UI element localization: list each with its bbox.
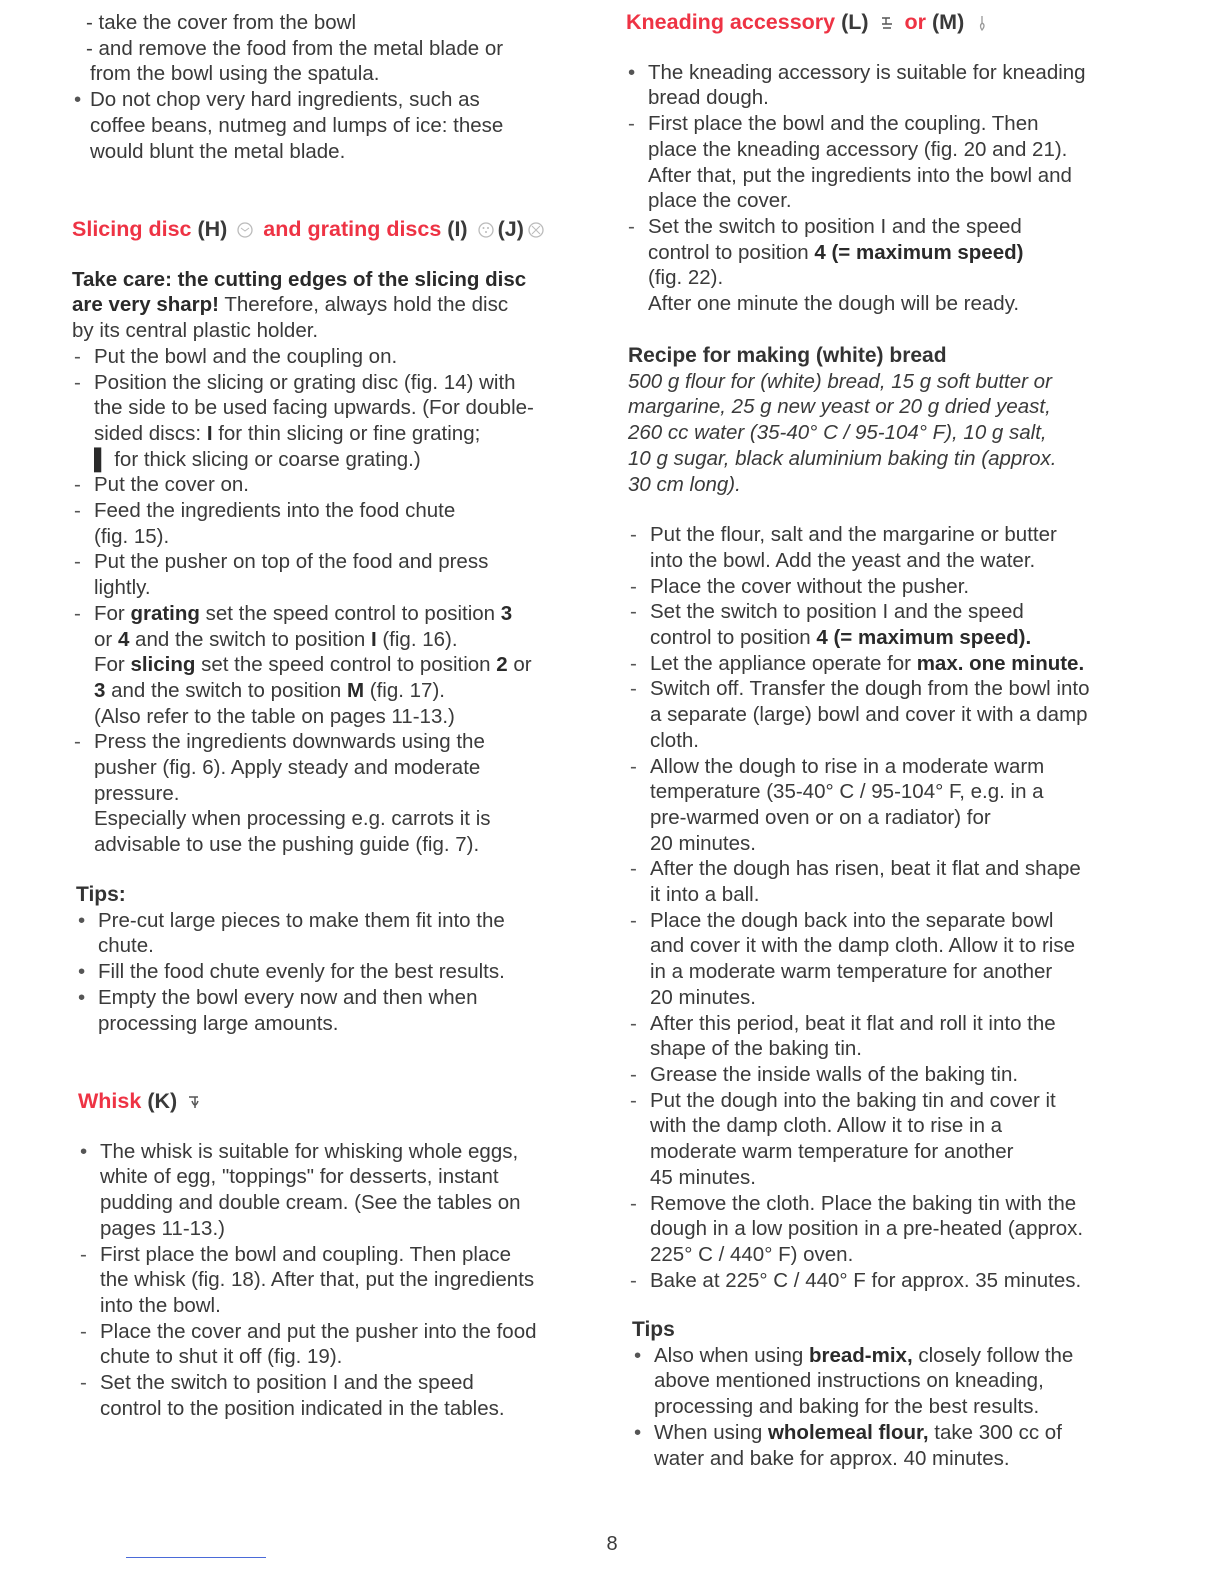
list-text: Also when using (654, 1343, 809, 1367)
list-item (72, 370, 592, 473)
warning-text: Take care: the cutting edges of the slicing disc (72, 267, 527, 291)
ingredients-line: 30 cm long). (628, 472, 741, 496)
list-item (628, 908, 1156, 1011)
list-line: pudding and double cream. (See the tables on (100, 1191, 521, 1215)
heading-code: (M) (932, 10, 965, 34)
list-text: or (94, 627, 118, 651)
heading-text: Slicing disc (72, 217, 192, 241)
list-line: 45 minutes. (650, 1165, 756, 1189)
list-text: set the speed control to position (195, 653, 497, 677)
list-item (628, 1011, 1156, 1062)
list-line: the whisk (fig. 18). After that, put the ingredients (100, 1268, 535, 1292)
list-item (628, 676, 1156, 753)
list-line: After one minute the dough will be ready. (648, 292, 1020, 316)
whisk-section (78, 1089, 592, 1421)
list-text: or (507, 653, 532, 677)
warning-text: by its central plastic holder. (72, 319, 319, 343)
list-item (632, 1343, 1156, 1420)
intro-line: from the bowl using the spatula. (90, 62, 380, 86)
list-text: 4 (= maximum speed). (816, 626, 1032, 650)
dash-marker: - (630, 1011, 637, 1035)
heading-code: (L) (841, 10, 869, 34)
ingredients-line: 10 g sugar, black aluminium baking tin (approx. (628, 446, 1057, 470)
warning-text: Therefore, always hold the disc (219, 293, 509, 317)
list-text: max. one minute. (916, 651, 1085, 675)
bullet-marker: • (78, 908, 86, 932)
list-line: pre-warmed oven or on a radiator) for (650, 805, 991, 829)
list-line: water and bake for approx. 40 minutes. (654, 1446, 1010, 1470)
list-line: Place the cover and put the pusher into the food (100, 1319, 537, 1343)
list-line: The kneading accessory is suitable for kneading (648, 60, 1086, 84)
list-line: First place the bowl and the coupling. Then (648, 112, 1039, 136)
list-line: 20 minutes. (650, 985, 756, 1009)
list-line: processing and baking for the best results. (654, 1395, 1040, 1419)
list-line: control to the position indicated in the tables. (100, 1396, 505, 1420)
dash-marker: - (630, 677, 637, 701)
dash-marker: - (628, 112, 635, 136)
list-item (628, 522, 1156, 573)
list-text: 2 (496, 653, 508, 677)
list-line: into the bowl. (100, 1293, 221, 1317)
list-item (628, 1062, 1156, 1088)
list-line: Position the slicing or grating disc (fig. 14) with (94, 370, 516, 394)
bullet-marker: • (634, 1343, 642, 1367)
tips-heading: Tips (632, 1318, 675, 1341)
list-line: into the bowl. Add the yeast and the water. (650, 548, 1036, 572)
list-item (76, 985, 592, 1036)
list-text: slicing (130, 653, 196, 677)
list-line: 225° C / 440° F) oven. (650, 1242, 854, 1266)
list-line: would blunt the metal blade. (90, 139, 346, 163)
list-line: Switch off. Transfer the dough from the bowl into (650, 677, 1090, 701)
section-heading-slicing (72, 217, 592, 243)
warning-text: are very sharp! (72, 293, 220, 317)
list-line: Place the dough back into the separate bowl (650, 908, 1054, 932)
list-text: sided discs: (94, 421, 207, 445)
list-line: a separate (large) bowl and cover it with a damp (650, 703, 1088, 727)
list-line: advisable to use the pushing guide (fig. 7). (94, 833, 480, 857)
list-line: dough in a low position in a pre-heated (approx. (650, 1217, 1084, 1241)
list-line: cloth. (650, 728, 699, 752)
list-line: pages 11-13.) (100, 1216, 225, 1240)
list-text: bread-mix, (808, 1343, 913, 1367)
dash-marker: - (630, 574, 637, 598)
list-text: When using (654, 1420, 768, 1444)
list-line: shape of the baking tin. (650, 1037, 862, 1061)
list-text: 3 (500, 601, 513, 625)
list-line: pusher (fig. 6). Apply steady and moderate (94, 756, 481, 780)
bullet-marker: • (628, 60, 636, 84)
kneading-section (626, 10, 1156, 317)
thick-slice-symbol: ▌ (94, 447, 109, 471)
list-line: Set the switch to position I and the speed (650, 600, 1024, 624)
list-line: with the damp cloth. Allow it to rise in a (650, 1114, 1003, 1138)
list-item (72, 472, 592, 498)
list-item (78, 1242, 592, 1319)
list-text: (fig. 16). (376, 627, 458, 651)
dash-marker: - (628, 214, 635, 238)
list-text: For (94, 653, 131, 677)
list-item (78, 1370, 592, 1421)
list-item (626, 60, 1156, 111)
list-line: Feed the ingredients into the food chute (94, 499, 456, 523)
page-number: 8 (606, 1533, 618, 1555)
list-line: Put the pusher on top of the food and press (94, 550, 489, 574)
section-heading-kneading (626, 10, 1156, 36)
list-item (628, 651, 1156, 677)
list-line: 20 minutes. (650, 831, 756, 855)
list-line: Put the bowl and the coupling on. (94, 344, 398, 368)
list-line: in a moderate warm temperature for another (650, 960, 1053, 984)
heading-text: and grating discs (263, 217, 442, 241)
dash-marker: - (74, 730, 81, 754)
list-line: Empty the bowl every now and then when (98, 985, 478, 1009)
dash-marker: - (630, 600, 637, 624)
list-line: chute. (98, 934, 154, 958)
recipe-section (628, 343, 1156, 1293)
list-line: Remove the cloth. Place the baking tin with the (650, 1191, 1077, 1215)
heading-code: (J) (497, 217, 524, 241)
list-text: and the switch to position (105, 678, 347, 702)
bullet-marker: • (634, 1420, 642, 1444)
list-item (626, 214, 1156, 317)
list-line: (Also refer to the table on pages 11-13.) (94, 704, 455, 728)
dash-marker: - (80, 1371, 87, 1395)
grating-disc-icon (477, 221, 495, 239)
list-line: and cover it with the damp cloth. Allow it to rise (650, 934, 1076, 958)
dash-marker: - (630, 908, 637, 932)
list-line: (fig. 15). (94, 524, 170, 548)
bullet-marker: • (78, 960, 86, 984)
list-item (72, 87, 592, 164)
list-item (72, 344, 592, 370)
list-line: above mentioned instructions on kneading, (654, 1369, 1044, 1393)
dash-marker: - (630, 754, 637, 778)
list-text: set the speed control to position (199, 601, 501, 625)
list-line: Press the ingredients downwards using the (94, 730, 485, 754)
list-item (78, 1319, 592, 1370)
list-text: control to position (650, 626, 817, 650)
list-line: Put the flour, salt and the margarine or butter (650, 523, 1057, 547)
list-line: pressure. (94, 781, 180, 805)
list-line: lightly. (94, 576, 151, 600)
warning-block (72, 267, 592, 344)
list-item (628, 599, 1156, 650)
list-item (628, 1191, 1156, 1268)
list-text: Let the appliance operate for (650, 651, 917, 675)
list-line: it into a ball. (650, 883, 760, 907)
list-text: 4 (117, 627, 130, 651)
dash-marker: - (630, 651, 637, 675)
list-text: grating (130, 601, 200, 625)
list-line: moderate warm temperature for another (650, 1140, 1014, 1164)
list-item (72, 498, 592, 549)
list-line: Bake at 225° C / 440° F for approx. 35 minutes. (650, 1268, 1082, 1292)
list-line: Set the switch to position I and the speed (648, 214, 1022, 238)
list-text: M (347, 678, 365, 702)
list-text: 4 (= maximum speed) (814, 240, 1024, 264)
list-item (626, 111, 1156, 214)
list-line: Allow the dough to rise in a moderate warm (650, 754, 1045, 778)
dash-marker: - (80, 1242, 87, 1266)
list-line: chute to shut it off (fig. 19). (100, 1345, 343, 1369)
list-text: I (206, 421, 213, 445)
list-line: place the cover. (648, 189, 792, 213)
list-line: Do not chop very hard ingredients, such as (90, 88, 480, 112)
list-line: bread dough. (648, 86, 769, 110)
ingredients-line: 260 cc water (35-40° C / 95-104° F), 10 g salt, (628, 421, 1047, 445)
list-line: place the kneading accessory (fig. 20 and 21). (648, 137, 1068, 161)
list-item (628, 1268, 1156, 1294)
ingredients-line: 500 g flour for (white) bread, 15 g soft butter or (628, 369, 1052, 393)
section-heading-whisk (78, 1089, 592, 1115)
tips-section-left (76, 882, 592, 1036)
dash-marker: - (630, 1268, 637, 1292)
grating-disc-coarse-icon (527, 221, 545, 239)
dash-marker: - (630, 857, 637, 881)
list-line: temperature (35-40° C / 95-104° F, e.g. in a (650, 780, 1044, 804)
list-text: closely follow the (912, 1343, 1074, 1367)
dash-marker: - (630, 523, 637, 547)
bullet-marker: • (80, 1139, 88, 1163)
list-line: Pre-cut large pieces to make them fit into the (98, 908, 505, 932)
intro-line: - take the cover from the bowl (86, 11, 357, 34)
dash-marker: - (74, 473, 81, 497)
list-line: After the dough has risen, beat it flat and shape (650, 857, 1081, 881)
list-text: for thin slicing or fine grating; (212, 421, 481, 445)
heading-text: Kneading accessory (626, 10, 836, 34)
list-text: for thick slicing or coarse grating.) (108, 447, 421, 471)
list-line: The whisk is suitable for whisking whole eggs, (100, 1139, 519, 1163)
list-text: I (370, 627, 377, 651)
tips-heading: Tips: (76, 883, 126, 906)
list-text: wholemeal flour, (767, 1420, 929, 1444)
dash-marker: - (80, 1319, 87, 1343)
list-item (72, 549, 592, 600)
slicing-section (72, 217, 592, 858)
list-text: control to position (648, 240, 815, 264)
ingredients-line: margarine, 25 g new yeast or 20 g dried yeast, (628, 395, 1051, 419)
dash-marker: - (74, 499, 81, 523)
dough-hook-icon (973, 14, 991, 32)
heading-code: (I) (447, 217, 468, 241)
list-line: After that, put the ingredients into the bowl and (648, 163, 1072, 187)
bullet-marker: • (78, 985, 86, 1009)
dash-marker: - (74, 601, 81, 625)
list-text: (fig. 17). (364, 678, 445, 702)
list-line: First place the bowl and coupling. Then place (100, 1242, 512, 1266)
list-item (78, 1139, 592, 1242)
list-item (76, 959, 592, 985)
list-item (76, 908, 592, 959)
recipe-heading: Recipe for making (white) bread (628, 344, 947, 367)
heading-text: or (904, 10, 927, 34)
intro-line: - and remove the food from the metal blade or (86, 36, 504, 60)
list-line: Set the switch to position I and the speed (100, 1371, 474, 1395)
footer-rule (126, 1557, 266, 1558)
list-item (72, 601, 592, 730)
dash-marker: - (74, 370, 81, 394)
list-line: Place the cover without the pusher. (650, 574, 970, 598)
intro-block (72, 10, 592, 164)
list-line: coffee beans, nutmeg and lumps of ice: these (90, 113, 504, 137)
list-text: and the switch to position (129, 627, 371, 651)
list-item (628, 1088, 1156, 1191)
list-line: Put the dough into the baking tin and cover it (650, 1088, 1056, 1112)
heading-text: Whisk (78, 1089, 142, 1113)
list-item (72, 729, 592, 858)
list-text: take 300 cc of (928, 1420, 1062, 1444)
dash-marker: - (74, 550, 81, 574)
dash-marker: - (74, 344, 81, 368)
list-line: Put the cover on. (94, 473, 249, 497)
list-item (628, 754, 1156, 857)
dash-marker: - (630, 1191, 637, 1215)
list-text: For (94, 601, 131, 625)
list-line: (fig. 22). (648, 266, 724, 290)
dash-marker: - (630, 1062, 637, 1086)
list-line: the side to be used facing upwards. (For double- (94, 396, 534, 420)
list-line: Grease the inside walls of the baking tin. (650, 1062, 1019, 1086)
list-line: After this period, beat it flat and roll it into the (650, 1011, 1056, 1035)
list-line: Especially when processing e.g. carrots it is (94, 807, 491, 831)
kneading-hook-icon (878, 14, 896, 32)
list-item (632, 1420, 1156, 1471)
list-item (628, 574, 1156, 600)
list-item (628, 856, 1156, 907)
bullet-marker: • (74, 88, 82, 112)
list-text: 3 (94, 678, 106, 702)
whisk-icon (186, 1093, 204, 1111)
list-line: white of egg, "toppings" for desserts, instant (100, 1165, 499, 1189)
slicing-disc-icon (236, 221, 254, 239)
heading-code: (K) (147, 1089, 178, 1113)
dash-marker: - (630, 1088, 637, 1112)
list-line: Fill the food chute evenly for the best results. (98, 960, 505, 984)
heading-code: (H) (197, 217, 228, 241)
tips-section-right (632, 1317, 1156, 1471)
list-line: processing large amounts. (98, 1011, 339, 1035)
